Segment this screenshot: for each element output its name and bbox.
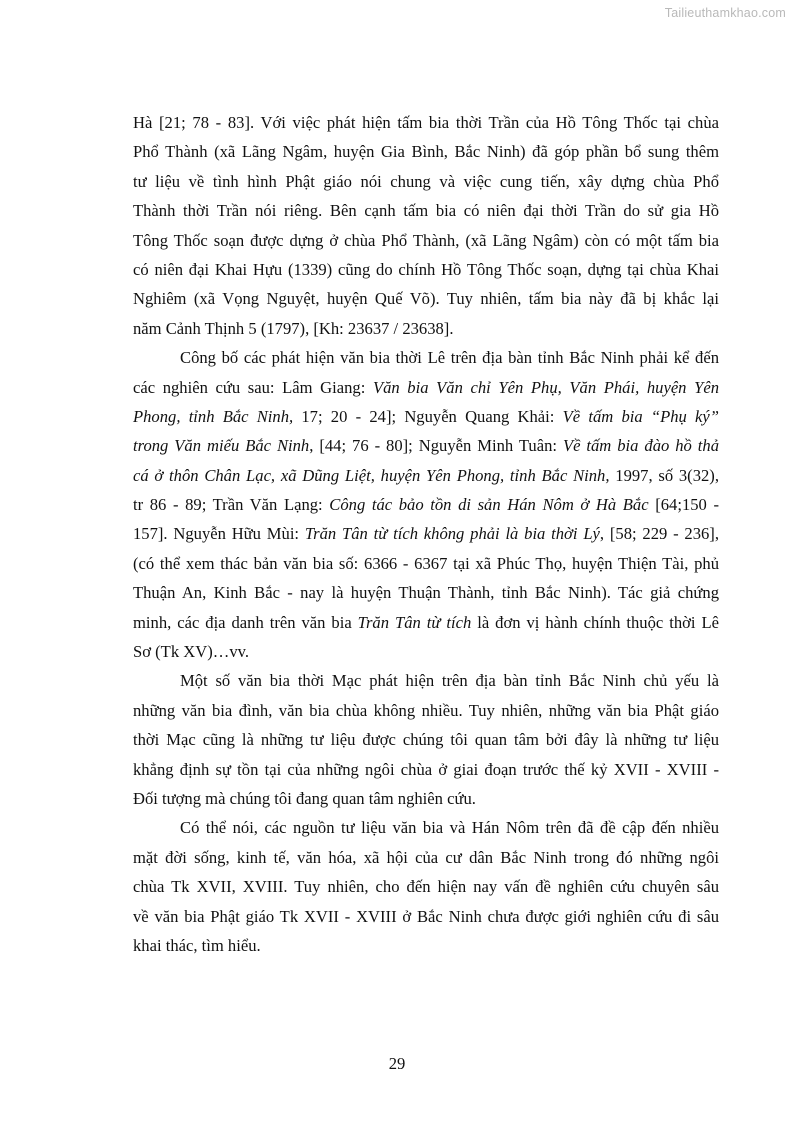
page-number: 29	[388, 1054, 406, 1073]
text-line: trong Văn miếu Bắc Ninh, [44; 76 - 80]; Nguyễn Minh Tuân: Về tấm bia đào hồ thả	[133, 436, 720, 456]
text-line: những văn bia đình, văn bia chùa không nhiều. Tuy nhiên, những văn bia Phật giáo	[133, 700, 719, 720]
text-line: mặt đời sống, kinh tế, văn hóa, xã hội của cư dân Bắc Ninh trong đó những ngôi	[133, 847, 719, 867]
text-line: tư liệu về tình hình Phật giáo nói chung và việc cung tiến, xây dựng chùa Phổ	[133, 171, 719, 191]
text-line: (có thể xem thác bản văn bia số: 6366 - 6367 tại xã Phúc Thọ, huyện Thiện Tài, phủ	[133, 553, 719, 573]
text-line: minh, các địa danh trên văn bia Trăn Tân từ tích là đơn vị hành chính thuộc thời Lê	[133, 612, 719, 632]
text-line: khai thác, tìm hiểu.	[133, 935, 261, 955]
text-line: Sơ (Tk XV)…vv.	[133, 642, 250, 662]
text-line: khẳng định sự tồn tại của những ngôi chùa ở giai đoạn trước thế kỷ XVII - XVIII -	[133, 759, 719, 779]
text-line: Thành thời Trần nói riêng. Bên cạnh tấm bia có niên đại thời Trần do sử gia Hồ	[133, 201, 719, 221]
document-body	[133, 108, 719, 960]
text-line: về văn bia Phật giáo Tk XVII - XVIII ở Bắc Ninh chưa được giới nghiên cứu đi sâu	[133, 906, 719, 926]
text-line: Thuận An, Kinh Bắc - nay là huyện Thuận Thành, tỉnh Bắc Ninh). Tác giả chứng	[133, 583, 719, 603]
text-line: các nghiên cứu sau: Lâm Giang: Văn bia Văn chỉ Yên Phụ, Văn Phái, huyện Yên	[133, 377, 719, 397]
text-line: Đối tượng mà chúng tôi đang quan tâm nghiên cứu.	[133, 788, 476, 808]
text-line: Phong, tỉnh Bắc Ninh, 17; 20 - 24]; Nguyễn Quang Khải: Về tấm bia “Phụ ký”	[133, 406, 720, 426]
text-line: cá ở thôn Chân Lạc, xã Dũng Liệt, huyện Yên Phong, tỉnh Bắc Ninh, 1997, số 3(32),	[133, 465, 719, 485]
text-line: Hà [21; 78 - 83]. Với việc phát hiện tấm bia thời Trần của Hồ Tông Thốc tại chùa	[133, 113, 719, 132]
text-line: năm Cảnh Thịnh 5 (1797), [Kh: 23637 / 23638].	[133, 318, 454, 338]
text-line: thời Mạc cũng là những tư liệu được chúng tôi quan tâm bởi đây là những tư liệu	[133, 730, 719, 750]
text-line: Có thể nói, các nguồn tư liệu văn bia và Hán Nôm trên đã đề cập đến nhiều	[180, 818, 719, 838]
text-line: Phổ Thành (xã Lãng Ngâm, huyện Gia Bình, Bắc Ninh) đã góp phần bổ sung thêm	[133, 142, 719, 162]
text-line: Tông Thốc soạn được dựng ở chùa Phổ Thành, (xã Lãng Ngâm) còn có một tấm bia	[133, 230, 719, 250]
text-line: 157]. Nguyễn Hữu Mùi: Trăn Tân từ tích không phải là bia thời Lý, [58; 229 - 236],	[133, 524, 719, 544]
text-line: tr 86 - 89; Trần Văn Lạng: Công tác bảo tồn di sản Hán Nôm ở Hà Bắc [64;150 -	[133, 495, 719, 515]
text-line: chùa Tk XVII, XVIII. Tuy nhiên, cho đến hiện nay vấn đề nghiên cứu chuyên sâu	[133, 877, 719, 897]
text-line: có niên đại Khai Hựu (1339) cũng do chính Hồ Tông Thốc soạn, dựng tại chùa Khai	[133, 259, 719, 279]
text-line: Công bố các phát hiện văn bia thời Lê trên địa bàn tỉnh Bắc Ninh phải kể đến	[180, 348, 719, 368]
watermark-text: Tailieuthamkhao.com	[664, 6, 786, 20]
text-line: Một số văn bia thời Mạc phát hiện trên địa bàn tỉnh Bắc Ninh chủ yếu là	[180, 671, 719, 691]
text-line: Nghiêm (xã Vọng Nguyệt, huyện Quế Võ). Tuy nhiên, tấm bia này đã bị khắc lại	[133, 289, 719, 309]
